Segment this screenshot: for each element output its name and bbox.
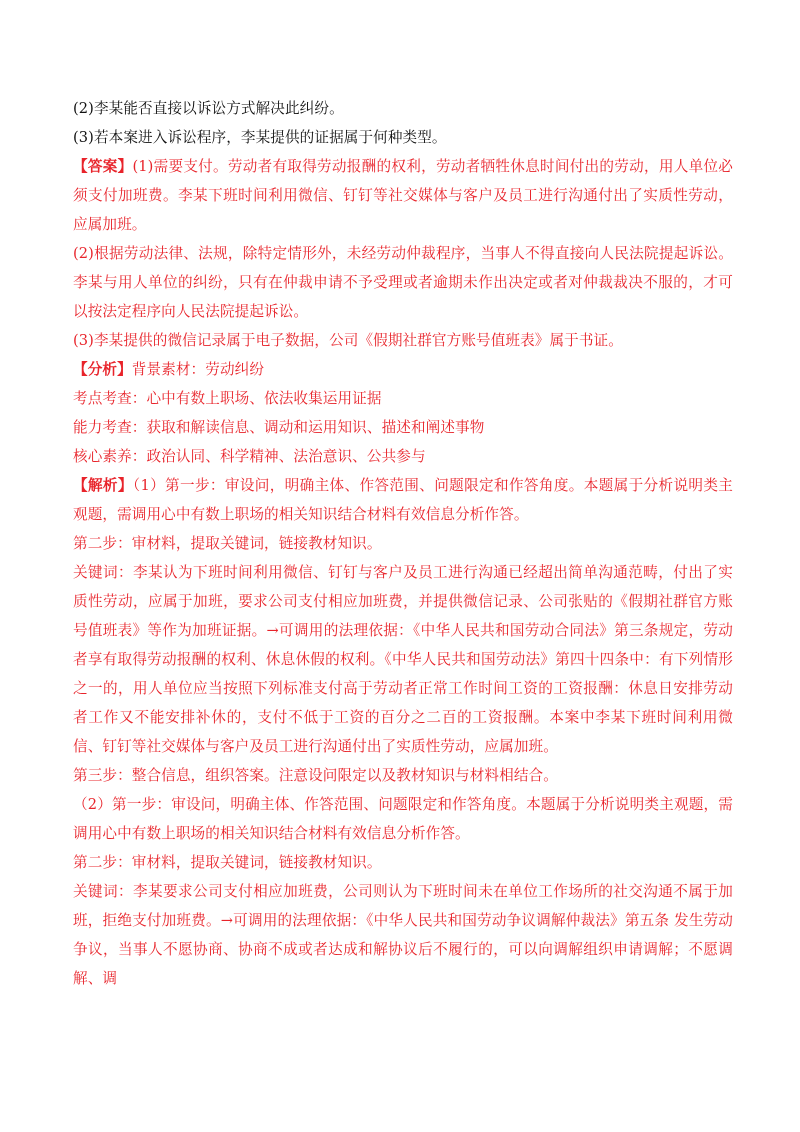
analysis-tag: 【分析】 bbox=[73, 361, 132, 378]
explanation-part2-keywords: 关键词：李某要求公司支付相应加班费，公司则认为下班时间未在单位工作场所的社交沟通不属于加班，拒绝支付加班费。→可调用的法理依据：《中华人民共和国劳动争议调解仲裁法》第五条 发生劳动争议，当事人不愿协商、协商不成或者达成和解协议后不履行的，可以向调解组织申请调解；不愿调解、调 bbox=[73, 883, 733, 987]
explanation-part1-step1-text: （1）第一步：审设问，明确主体、作答范围、问题限定和作答角度。本题属于分析说明类主观题，需调用心中有数上职场的相关知识结合材料有效信息分析作答。 bbox=[73, 477, 733, 523]
explanation-part2-step2: 第二步：审材料，提取关键词，链接教材知识。 bbox=[73, 854, 382, 871]
explanation-part1-step2: 第二步：审材料，提取关键词，链接教材知识。 bbox=[73, 535, 382, 552]
explanation-part1-step1 bbox=[73, 471, 733, 529]
analysis-background bbox=[73, 355, 733, 384]
answer-tag: 【答案】 bbox=[73, 158, 133, 175]
explanation-part1-keywords: 关键词：李某认为下班时间利用微信、钉钉与客户及员工进行沟通已经超出简单沟通范畴，付出了实质性劳动，应属于加班，要求公司支付相应加班费，并提供微信记录、公司张贴的《假期社群官方账号值班表》等作为加班证据。→可调用的法理依据：《中华人民共和国劳动合同法》第三条规定，劳动者享有取得劳动报酬的权利、休息休假的权利。《中华人民共和国劳动法》第四十四条中：有下列情形之一的，用人单位应当按照下列标准支付高于劳动者正常工作时间工资的工资报酬：休息日安排劳动者工作又不能安排补休的，支付不低于工资的百分之二百的工资报酬。本案中李某下班时间利用微信、钉钉等社交媒体与客户及员工进行沟通付出了实质性劳动，应属加班。 bbox=[73, 564, 733, 755]
explanation-tag: 【解析】 bbox=[73, 477, 133, 494]
analysis-points: 考点考查：心中有数上职场、依法收集运用证据 bbox=[73, 390, 382, 407]
answer-part-3: (3)李某提供的微信记录属于电子数据，公司《假期社群官方账号值班表》属于书证。 bbox=[73, 332, 623, 349]
question-3: (3)若本案进入诉讼程序，李某提供的证据属于何种类型。 bbox=[73, 129, 447, 146]
answer-part-1 bbox=[73, 152, 733, 239]
answer-text-1: (1)需要支付。劳动者有取得劳动报酬的权利，劳动者牺牲休息时间付出的劳动，用人单位必须支付加班费。李某下班时间利用微信、钉钉等社交媒体与客户及员工进行沟通付出了实质性劳动，应属加班。 bbox=[73, 158, 733, 233]
document-page bbox=[73, 94, 733, 993]
analysis-background-text: 背景素材：劳动纠纷 bbox=[131, 361, 265, 378]
question-2: (2)李某能否直接以诉讼方式解决此纠纷。 bbox=[73, 100, 344, 117]
answer-part-2: (2)根据劳动法律、法规，除特定情形外，未经劳动仲裁程序，当事人不得直接向人民法院提起诉讼。李某与用人单位的纠纷，只有在仲裁申请不予受理或者逾期未作出决定或者对仲裁裁决不服的，才可以按法定程序向人民法院提起诉讼。 bbox=[73, 245, 733, 320]
analysis-literacy: 核心素养：政治认同、科学精神、法治意识、公共参与 bbox=[73, 448, 426, 465]
analysis-ability: 能力考查：获取和解读信息、调动和运用知识、描述和阐述事物 bbox=[73, 419, 485, 436]
explanation-part2-step1: （2）第一步：审设问，明确主体、作答范围、问题限定和作答角度。本题属于分析说明类主观题，需调用心中有数上职场的相关知识结合材料有效信息分析作答。 bbox=[73, 796, 733, 842]
explanation-part1-step3: 第三步：整合信息，组织答案。注意设问限定以及教材知识与材料相结合。 bbox=[73, 767, 558, 784]
